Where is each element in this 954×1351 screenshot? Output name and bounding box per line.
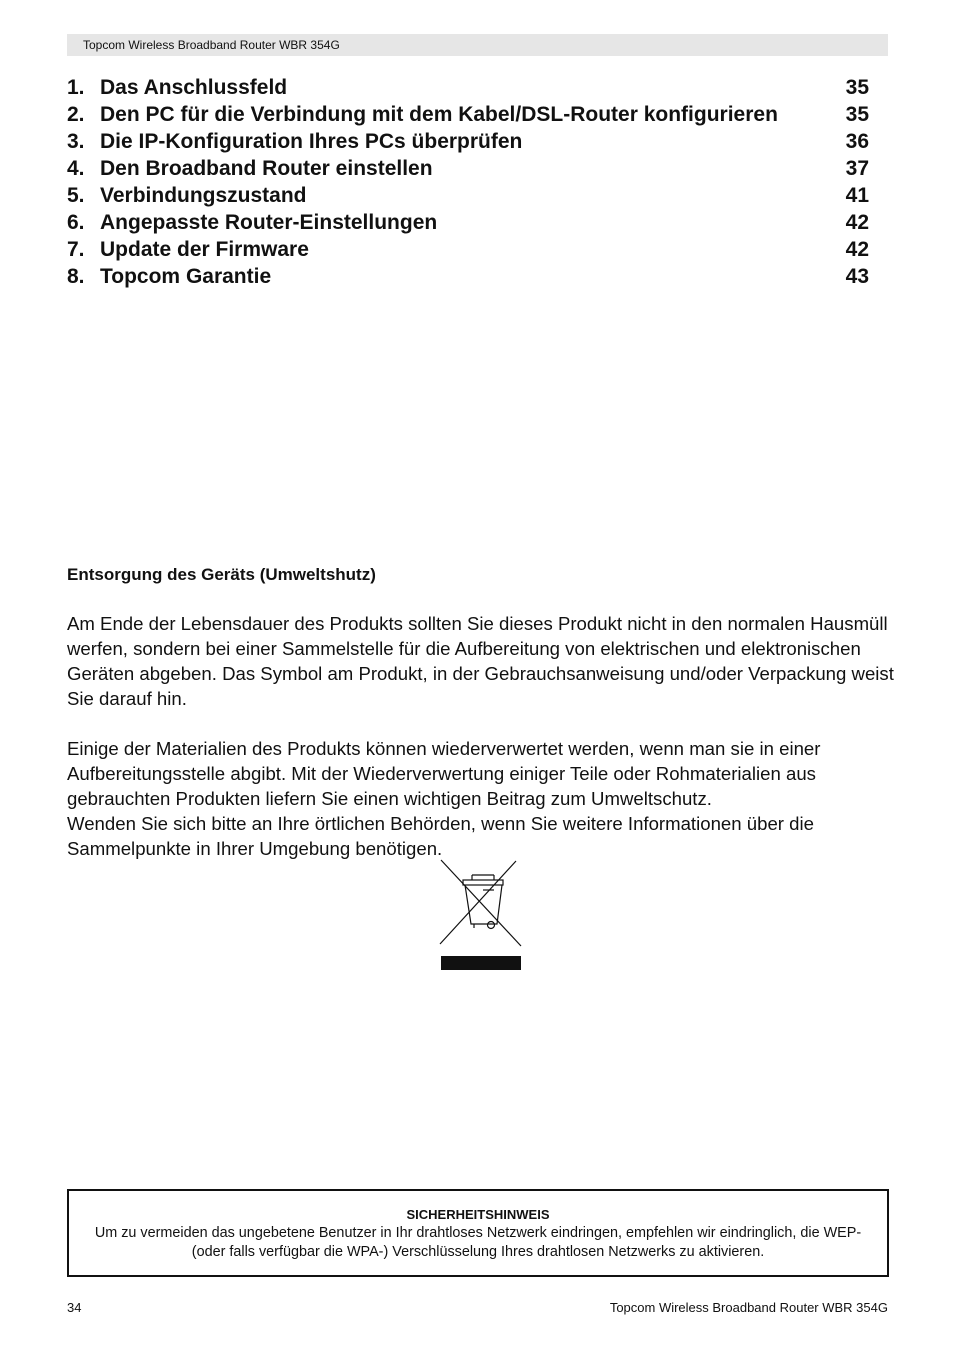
recycling-text: Einige der Materialien des Produkts können wiederverwertet werden, wenn man sie in einer Aufbereitungsstelle abgibt. Mit der Wiederverwertung einiger Teile oder Rohmaterialien aus gebrauchten Produkten liefern Sie einen wichtigen Beitrag zum Umweltschutz.: [67, 738, 821, 809]
toc-item-title: Verbindungszustand: [100, 184, 307, 207]
toc-item-title: Das Anschlussfeld: [100, 76, 288, 99]
safety-notice: [67, 1189, 889, 1277]
toc-item[interactable]: [67, 101, 869, 128]
toc-item-page: 41: [845, 184, 869, 207]
toc-item-title: Angepasste Router-Einstellungen: [100, 211, 438, 234]
toc-item[interactable]: [67, 182, 869, 209]
notice-title: SICHERHEITSHINWEIS: [406, 1207, 550, 1222]
toc-item-number: 7.: [67, 238, 85, 261]
toc-item-number: 3.: [67, 130, 85, 153]
toc-item[interactable]: [67, 236, 869, 263]
toc-item-number: 5.: [67, 184, 85, 207]
toc-item-page: 36: [845, 130, 869, 153]
toc-item-page: 42: [845, 211, 869, 234]
notice-body: Um zu vermeiden das ungebetene Benutzer in Ihr drahtloses Netzwerk eindringen, empfehlen wir eindringlich, die WEP- (oder falls verfügbar die WPA-) Verschlüsselung Ihres drahtlosen Netzwerks zu aktivieren.: [94, 1225, 862, 1260]
toc-item-title: Topcom Garantie: [100, 265, 272, 288]
recycling-paragraph: [67, 736, 897, 861]
crossed-out-wheelie-bin-icon: [436, 858, 526, 974]
disposal-paragraph: Am Ende der Lebensdauer des Produkts sollten Sie dieses Produkt nicht in den normalen Hausmüll werfen, sondern bei einer Sammelstelle für die Aufbereitung von elektrischen und elektronischen Geräten abgeben. Das Symbol am Produkt, in der Gebrauchsanweisung und/oder Verpackung weist Sie darauf hin.: [67, 613, 894, 709]
toc-item-title: Den Broadband Router einstellen: [100, 157, 433, 180]
toc-item[interactable]: [67, 74, 869, 101]
toc-item-page: 35: [845, 103, 869, 126]
toc-item-number: 8.: [67, 265, 85, 288]
toc-item-page: 37: [845, 157, 869, 180]
toc-item-page: 42: [845, 238, 869, 261]
toc-item-title: Die IP-Konfiguration Ihres PCs überprüfen: [100, 130, 523, 153]
toc-item[interactable]: [67, 263, 869, 290]
toc-item-number: 6.: [67, 211, 85, 234]
toc-item-number: 4.: [67, 157, 85, 180]
table-of-contents: [67, 74, 869, 290]
toc-item-title: Den PC für die Verbindung mit dem Kabel/DSL-Router konfigurieren: [100, 103, 778, 126]
toc-item-number: 1.: [67, 76, 85, 99]
toc-item[interactable]: [67, 209, 869, 236]
toc-item-page: 35: [845, 76, 869, 99]
disposal-heading: Entsorgung des Geräts (Umweltshutz): [67, 565, 376, 584]
page-header: [67, 34, 888, 56]
toc-item[interactable]: [67, 128, 869, 155]
header-title: Topcom Wireless Broadband Router WBR 354G: [83, 38, 340, 52]
toc-item-page: 43: [845, 265, 869, 288]
page-number: 34: [67, 1300, 82, 1315]
authorities-text: Wenden Sie sich bitte an Ihre örtlichen Behörden, wenn Sie weitere Informationen über die Sammelpunkte in Ihrer Umgebung benötigen.: [67, 813, 814, 859]
toc-item-number: 2.: [67, 103, 85, 126]
toc-item[interactable]: [67, 155, 869, 182]
footer-title: Topcom Wireless Broadband Router WBR 354G: [609, 1300, 888, 1315]
toc-item-title: Update der Firmware: [100, 238, 309, 261]
